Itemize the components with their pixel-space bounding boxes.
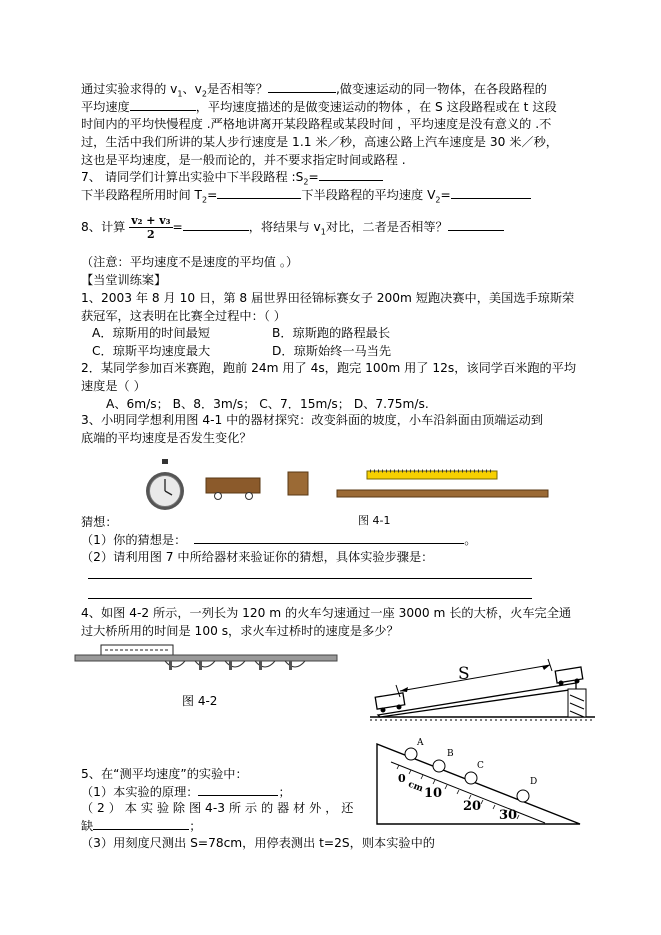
- fraction-denominator: 2: [147, 228, 155, 241]
- answer-blank[interactable]: [319, 168, 383, 181]
- q5-line-4: [81, 817, 201, 834]
- answer-blank[interactable]: [198, 783, 278, 796]
- text: =: [207, 188, 218, 202]
- ball-a-icon: [405, 748, 417, 760]
- text: 。: [464, 533, 477, 547]
- note: （注意：平均速度不是速度的平均值 。）: [81, 255, 299, 269]
- q1-option-c[interactable]: C．琼斯平均速度最大: [92, 344, 211, 358]
- label-a: A: [417, 738, 424, 748]
- text: =: [172, 220, 183, 234]
- text: （1）本实验的原理：: [81, 785, 199, 799]
- subscript: 1: [320, 227, 326, 237]
- subscript: 2: [435, 195, 441, 205]
- text: 7、 请同学们计算出实验中下半段路程 :S: [81, 170, 304, 184]
- stopwatch-icon: [146, 459, 184, 510]
- text: =: [308, 170, 319, 184]
- item-7-line-2: [81, 186, 531, 208]
- q1-line-2: 获冠军，这表明在比赛全过程中：（ ）: [81, 309, 286, 323]
- tick-20: 20: [463, 799, 482, 814]
- answer-rule-line[interactable]: [88, 598, 532, 599]
- figure-4-1-caption: 图 4-1: [358, 514, 391, 527]
- q5-line-5: （3）用刻度尺测出 S=78cm，用停表测出 t=2S，则本实验中的: [81, 836, 435, 850]
- text: （1）你的猜想是：: [81, 533, 187, 547]
- ruler-icon: [367, 471, 497, 479]
- q5-line-3: （ 2 ） 本 实 验 除 图 4-3 所 示 的 器 材 外 ， 还: [81, 801, 354, 815]
- subscript: 2: [201, 89, 207, 99]
- q3-line-2: 底端的平均速度是否发生变化？: [81, 431, 252, 445]
- answer-blank[interactable]: [448, 218, 504, 231]
- text: ,做变速运动的同一物体，在各段路程的: [335, 82, 547, 96]
- guess-line-1: [81, 531, 476, 548]
- q4-line-1: 4、如图 4-2 所示，一列长为 120 m 的火车匀速通过一座 3000 m 长的大桥，火车完全通: [81, 606, 572, 620]
- subscript: 1: [177, 89, 183, 99]
- q1-option-b[interactable]: B．琼斯跑的路程最长: [272, 326, 391, 340]
- incline-distance-figure: [370, 655, 600, 730]
- text: 缺: [81, 819, 94, 833]
- fraction-numerator: v₂ + v₃: [131, 214, 171, 227]
- subscript: 2: [303, 177, 309, 187]
- text: 平均速度: [81, 100, 130, 114]
- q1-line-1: 1、2003 年 8 月 10 日，第 8 届世界田径锦标赛女子 200m 短跑决赛中，美国选手琼斯荣: [81, 291, 575, 305]
- text: ；: [189, 819, 202, 833]
- answer-blank[interactable]: [130, 98, 196, 111]
- ball-b-icon: [433, 760, 445, 772]
- q2-line-2: 速度是（ ）: [81, 379, 146, 393]
- text: ，将结果与 v: [248, 220, 321, 234]
- text: 下半段路程所用时间 T: [81, 188, 203, 202]
- q1-option-d[interactable]: D．琼斯始终一马当先: [272, 344, 392, 358]
- q2-line-1: 2．某同学参加百米赛跑，跑前 24m 用了 4s，跑完 100m 用了 12s，该同学百米跑的平均: [81, 361, 577, 375]
- tick-30: 30: [499, 808, 518, 823]
- label-b: B: [447, 749, 454, 759]
- tick-0: 0: [398, 772, 406, 785]
- cart-top-icon: [555, 667, 583, 685]
- text-line-5: 这也是平均速度，是一般而论的，并不要求指定时间或路程 .: [81, 153, 406, 167]
- text: 对比，二者是否相等？: [325, 220, 448, 234]
- q1-option-a[interactable]: A．琼斯用的时间最短: [92, 326, 211, 340]
- train-icon: [101, 645, 173, 655]
- text: 、v: [182, 82, 202, 96]
- text: =: [440, 188, 451, 202]
- text-line-2: [81, 98, 557, 115]
- guess-line-2: （2）请利用图 7 中所给器材来验证你的猜想，具体实验步骤是：: [81, 550, 434, 564]
- text-line-4: 过，生活中我们所讲的某人步行速度是 1.1 米／秒，高速公路上汽车速度是 30 米／秒，: [81, 135, 558, 149]
- unit-cm: cm: [406, 779, 425, 795]
- label-c: C: [477, 761, 484, 771]
- figure-4-1: [130, 455, 560, 515]
- q5-line-2: [81, 783, 291, 800]
- ball-c-icon: [465, 772, 477, 784]
- q3-line-1: 3、小明同学想利用图 4-1 中的器材探究：改变斜面的坡度，小车沿斜面由顶端运动到: [81, 413, 543, 427]
- figure-4-2-bridge: [75, 640, 340, 680]
- text: ，平均速度描述的是做变速运动的物体 ，在 S 这段路程或在 t 这段: [195, 100, 557, 114]
- text: 通过实验求得的 v: [81, 82, 178, 96]
- text: 下半段路程的平均速度 V: [301, 188, 436, 202]
- section-heading: 【当堂训练案】: [81, 273, 167, 287]
- tick-10: 10: [424, 786, 443, 801]
- answer-blank[interactable]: [217, 186, 301, 199]
- guess-label: 猜想：: [81, 515, 118, 529]
- text: 8、计算: [81, 220, 126, 234]
- answer-blank[interactable]: [183, 218, 249, 231]
- cart-bottom-icon: [375, 693, 405, 713]
- guess-answer-blank[interactable]: [194, 531, 464, 544]
- text: 是否相等？: [207, 82, 268, 96]
- q5-line-1: 5、在“测平均速度”的实验中：: [81, 767, 248, 781]
- fraction-formula: [129, 214, 172, 241]
- ball-d-icon: [517, 790, 529, 802]
- answer-rule-line[interactable]: [88, 578, 532, 579]
- answer-blank[interactable]: [451, 186, 531, 199]
- q4-line-2: 过大桥所用的时间是 100 s，求火车过桥时的速度是多少？: [81, 624, 399, 638]
- answer-blank[interactable]: [268, 80, 336, 93]
- figure-4-2-caption: 图 4-2: [182, 694, 218, 708]
- label-d: D: [530, 777, 538, 787]
- text-line-3: 时间内的平均快慢程度 .严格地讲离开某段路程或某段时间 ，平均速度是没有意义的 .不: [81, 117, 552, 131]
- answer-blank[interactable]: [93, 817, 189, 830]
- text: ；: [278, 785, 291, 799]
- cart-icon: [206, 478, 260, 500]
- q2-options[interactable]: A、6m/s； B、8．3m/s； C、7．15m/s； D、7.75m/s.: [106, 397, 429, 411]
- distance-s-label: S: [458, 664, 470, 684]
- item-8: [81, 212, 504, 247]
- wood-block-icon: [288, 472, 308, 495]
- wooden-board-icon: [337, 490, 548, 497]
- subscript: 2: [202, 195, 208, 205]
